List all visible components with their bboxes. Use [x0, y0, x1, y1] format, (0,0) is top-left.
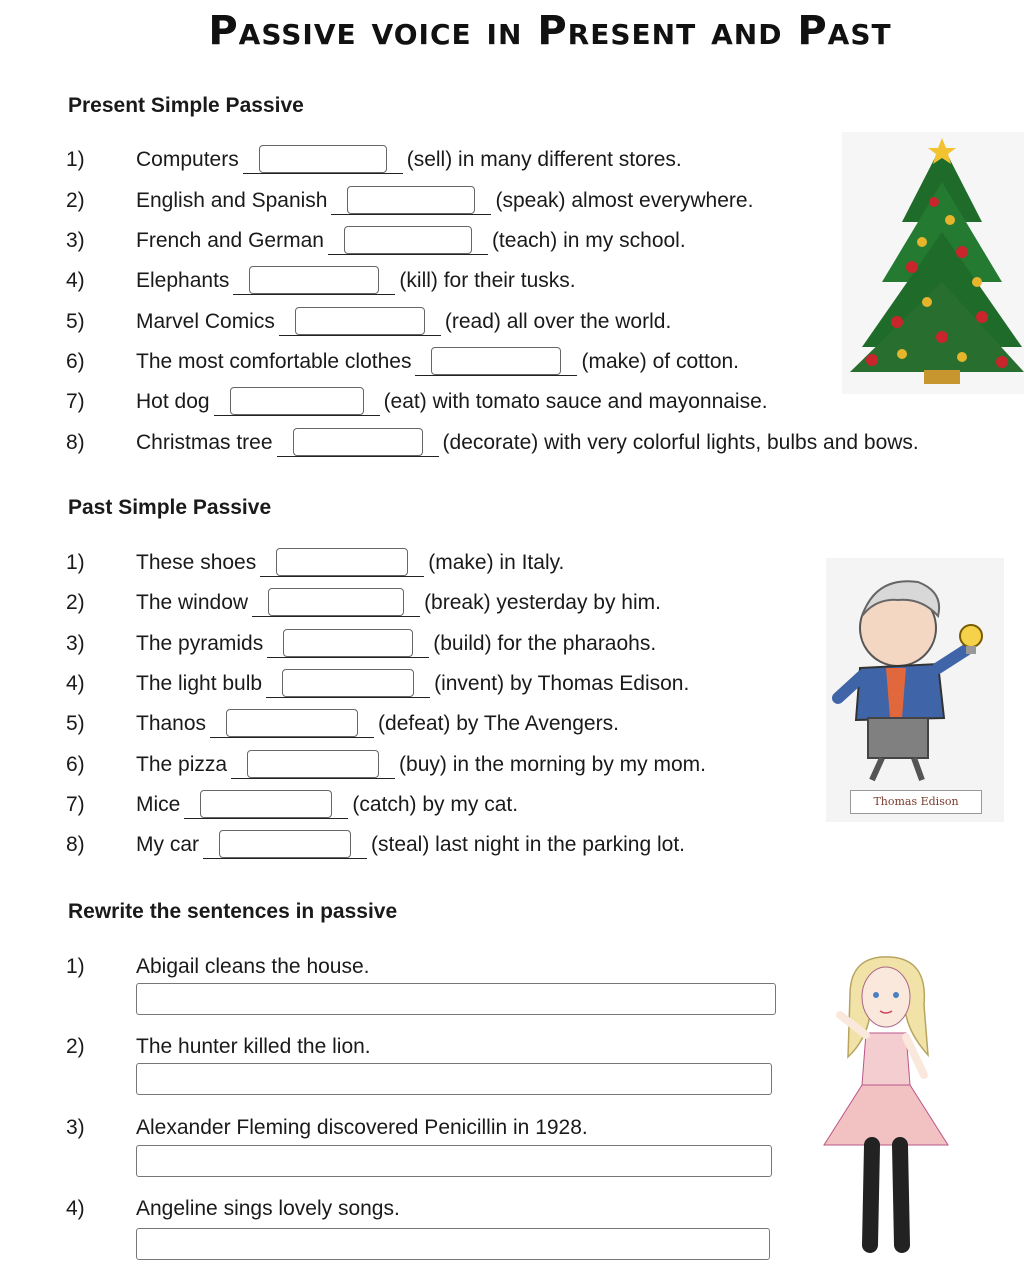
sentence-start: The window	[136, 591, 249, 614]
answer-blank[interactable]	[231, 752, 395, 779]
sentence-end: (build) for the pharaohs.	[433, 632, 657, 655]
edison-cartoon	[826, 558, 1004, 822]
sentence-start: The light bulb	[136, 672, 263, 695]
rewrite-sentence: Abigail cleans the house.	[136, 955, 370, 978]
item-number: 1)	[66, 148, 85, 171]
answer-blank[interactable]	[415, 349, 577, 376]
sentence-start: Marvel Comics	[136, 310, 275, 333]
answer-blank[interactable]	[210, 711, 374, 738]
item-number: 5)	[66, 712, 85, 735]
sentence-start: English and Spanish	[136, 189, 328, 212]
christmas-tree-picture	[842, 132, 1024, 394]
item-number: 5)	[66, 310, 85, 333]
sentence-end: (speak) almost everywhere.	[495, 189, 754, 212]
item-number: 2)	[66, 1035, 85, 1058]
rewrite-sentence: Angeline sings lovely songs.	[136, 1197, 400, 1220]
item-number: 3)	[66, 632, 85, 655]
rewrite-sentence: Alexander Fleming discovered Penicillin in 1928.	[136, 1116, 588, 1139]
sentence-start: Thanos	[136, 712, 207, 735]
sentence-end: (invent) by Thomas Edison.	[434, 672, 690, 695]
item-number: 6)	[66, 753, 85, 776]
item-number: 4)	[66, 269, 85, 292]
sentence-start: Mice	[136, 793, 181, 816]
sentence-start: The most comfortable clothes	[136, 350, 412, 373]
past-heading: Past Simple Passive	[68, 496, 272, 519]
item-number: 2)	[66, 189, 85, 212]
item-number: 6)	[66, 350, 85, 373]
sentence-start: The pizza	[136, 753, 228, 776]
item-number: 2)	[66, 591, 85, 614]
answer-blank[interactable]	[266, 671, 430, 698]
rewrite-answer-box-1[interactable]	[136, 983, 776, 1015]
answer-blank[interactable]	[243, 147, 403, 174]
sentence-end: (break) yesterday by him.	[424, 591, 661, 614]
edison-figure	[826, 558, 1004, 788]
item-number: 1)	[66, 955, 85, 978]
item-number: 3)	[66, 1116, 85, 1139]
sentence-end: (buy) in the morning by my mom.	[399, 753, 706, 776]
rewrite-answer-box-3[interactable]	[136, 1145, 772, 1177]
item-number: 8)	[66, 431, 85, 454]
sentence-start: The pyramids	[136, 632, 264, 655]
sentence-start: Computers	[136, 148, 239, 171]
item-number: 8)	[66, 833, 85, 856]
sentence-end: (steal) last night in the parking lot.	[371, 833, 685, 856]
sentence-end: (decorate) with very colorful lights, bulbs and bows.	[442, 431, 919, 454]
rewrite-sentence: The hunter killed the lion.	[136, 1035, 371, 1058]
rewrite-answer-box-2[interactable]	[136, 1063, 772, 1095]
item-number: 7)	[66, 390, 85, 413]
answer-blank[interactable]	[214, 389, 380, 416]
present-heading: Present Simple Passive	[68, 94, 304, 117]
item-number: 3)	[66, 229, 85, 252]
sentence-end: (catch) by my cat.	[352, 793, 519, 816]
answer-blank[interactable]	[331, 188, 491, 215]
answer-blank[interactable]	[252, 590, 420, 617]
sentence-end: (make) of cotton.	[581, 350, 740, 373]
sentence-end: (sell) in many different stores.	[406, 148, 682, 171]
edison-caption: Thomas Edison	[850, 790, 982, 814]
sentence-start: Elephants	[136, 269, 230, 292]
rewrite-answer-box-4[interactable]	[136, 1228, 770, 1260]
answer-blank[interactable]	[279, 309, 441, 336]
rewrite-heading: Rewrite the sentences in passive	[68, 900, 398, 923]
sentence-end: (read) all over the world.	[444, 310, 672, 333]
sentence-end: (kill) for their tusks.	[399, 269, 576, 292]
item-number: 4)	[66, 672, 85, 695]
sentence-start: Christmas tree	[136, 431, 273, 454]
answer-blank[interactable]	[233, 268, 395, 295]
girl-illustration	[810, 945, 970, 1275]
item-number: 1)	[66, 551, 85, 574]
answer-blank[interactable]	[184, 792, 348, 819]
sentence-end: (eat) with tomato sauce and mayonnaise.	[383, 390, 768, 413]
worksheet-title: Passive voice in Present and Past	[208, 8, 892, 54]
sentence-start: My car	[136, 833, 199, 856]
sentence-end: (defeat) by The Avengers.	[378, 712, 619, 735]
item-number: 7)	[66, 793, 85, 816]
sentence-start: French and German	[136, 229, 324, 252]
answer-blank[interactable]	[267, 631, 429, 658]
answer-blank[interactable]	[277, 430, 439, 457]
item-number: 4)	[66, 1197, 85, 1220]
sentence-end: (make) in Italy.	[428, 551, 565, 574]
answer-blank[interactable]	[260, 550, 424, 577]
sentence-end: (teach) in my school.	[491, 229, 686, 252]
answer-blank[interactable]	[328, 228, 488, 255]
sentence-start: These shoes	[136, 551, 257, 574]
sentence-start: Hot dog	[136, 390, 210, 413]
answer-blank[interactable]	[203, 832, 367, 859]
